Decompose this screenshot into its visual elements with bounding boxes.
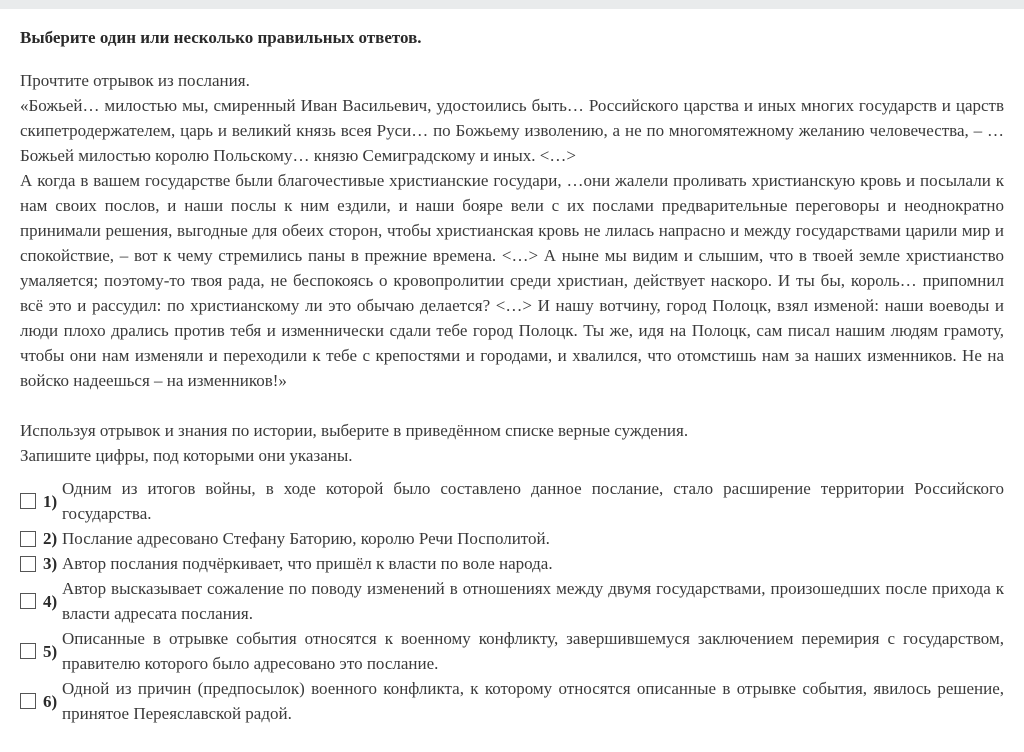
answer-option-3[interactable] bbox=[20, 551, 1004, 576]
checkbox-option-1[interactable] bbox=[20, 493, 36, 509]
question-instruction: Выберите один или несколько правильных ответов. bbox=[20, 28, 422, 47]
option-text: Одним из итогов войны, в ходе которой было составлено данное послание, стало расширение территории Российского государства. bbox=[62, 479, 1004, 523]
option-number: 2) bbox=[43, 529, 58, 548]
option-text: Описанные в отрывке события относятся к военному конфликту, завершившемуся заключением перемирия с государством, правителю которого было адресовано это послание. bbox=[62, 629, 1004, 673]
answer-option-1[interactable] bbox=[20, 476, 1004, 526]
checkbox-option-5[interactable] bbox=[20, 643, 36, 659]
option-number: 3) bbox=[43, 554, 58, 573]
passage-intro: Прочтите отрывок из послания. bbox=[20, 71, 250, 90]
answer-option-4[interactable] bbox=[20, 576, 1004, 626]
task-line-2: Запишите цифры, под которыми они указаны. bbox=[20, 446, 353, 465]
checkbox-option-4[interactable] bbox=[20, 593, 36, 609]
option-number: 5) bbox=[43, 641, 58, 661]
top-bar bbox=[0, 0, 1024, 9]
checkbox-option-2[interactable] bbox=[20, 531, 36, 547]
passage-paragraph-2: А когда в вашем государстве были благочестивые христианские государи, …они жалели проливать христианскую кровь и посылали к нам своих послов, и наши послы к ним ездили, и наши бояре вели с их послами предварительные переговоры и неоднократно принимали решения, выгодные для обеих сторон, чтобы христианская кровь не лилась напрасно и между государствами царили мир и спокойствие, – вот к чему стремились паны в прежние времена. <…> А ныне мы видим и слышим, что в твоей земле христианство умаляется; поэтому-то твоя рада, не беспокоясь о кровопролитии среди христиан, действует наскоро. И ты бы, король… припомнил всё это и рассудил: по христианскому ли это обычаю делается? <…> И нашу вотчину, город Полоцк, взял изменой: наши воеводы и люди плохо дрались против тебя и изменнически сдали тебе город Полоцк. Ты же, идя на Полоцк, сам писал нашим людям грамоту, чтобы они нам изменяли и переходили к тебе с крепостями и городами, и хвалился, что отомстишь нам за наших изменников. Не на войско надеешься – на изменников!» bbox=[20, 171, 1004, 390]
option-text: Послание адресовано Стефану Баторию, королю Речи Посполитой. bbox=[62, 529, 550, 548]
answer-options bbox=[20, 476, 1004, 726]
checkbox-option-3[interactable] bbox=[20, 556, 36, 572]
answer-option-5[interactable] bbox=[20, 626, 1004, 676]
task-text bbox=[20, 418, 1004, 468]
question-content bbox=[0, 9, 1024, 726]
answer-option-6[interactable] bbox=[20, 676, 1004, 726]
option-text: Одной из причин (предпосылок) военного конфликта, к которому относятся описанные в отрывке события, явилось решение, принятое Переяславской радой. bbox=[62, 679, 1004, 723]
option-text: Автор высказывает сожаление по поводу изменений в отношениях между двумя государствами, произошедших после прихода к власти адресата послания. bbox=[62, 579, 1004, 623]
option-number: 4) bbox=[43, 591, 58, 611]
passage-paragraph-1: «Божьей… милостью мы, смиренный Иван Васильевич, удостоились быть… Российского царства и иных многих государств и царств скипетродержателем, царь и великий князь всея Руси… по Божьему изволению, а не по многомятежному желанию человечества, – …Божьей милостью королю Польскому… князю Семиградскому и иных. <…> bbox=[20, 96, 1004, 165]
task-line-1: Используя отрывок и знания по истории, выберите в приведённом списке верные суждения. bbox=[20, 421, 689, 440]
option-number: 1) bbox=[43, 491, 58, 511]
option-text: Автор послания подчёркивает, что пришёл к власти по воле народа. bbox=[62, 554, 553, 573]
option-number: 6) bbox=[43, 691, 58, 711]
checkbox-option-6[interactable] bbox=[20, 693, 36, 709]
source-passage bbox=[20, 68, 1004, 393]
answer-option-2[interactable] bbox=[20, 526, 1004, 551]
